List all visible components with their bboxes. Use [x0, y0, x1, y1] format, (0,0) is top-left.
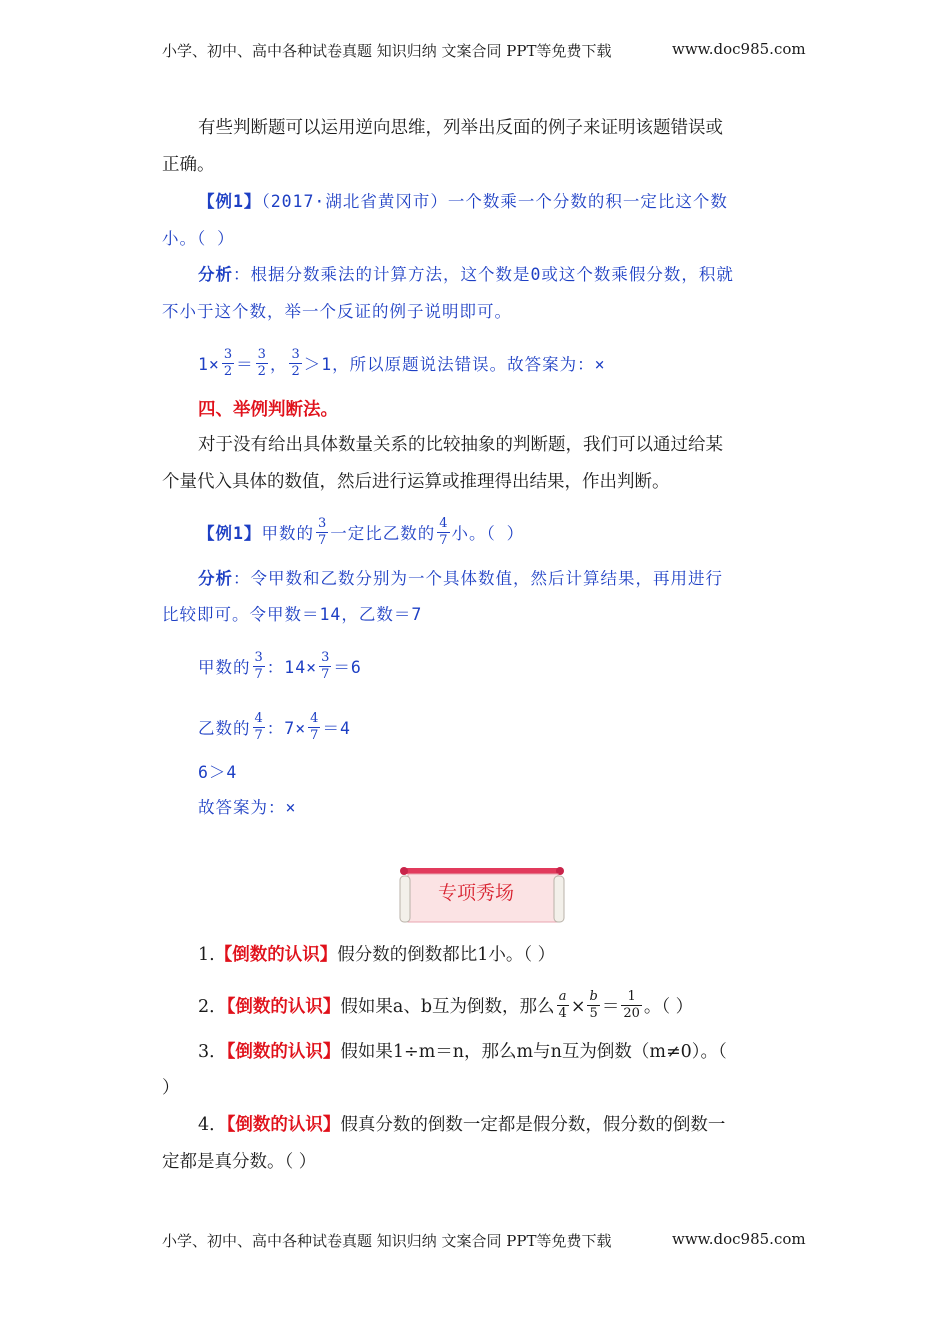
- example1-line-1: [198, 191, 728, 213]
- calc-text: 1×: [198, 355, 220, 374]
- question-4: [198, 1114, 725, 1136]
- fraction: $\frac{4}{7}$: [254, 711, 263, 743]
- analysis-text: ：令甲数和乙数分别为一个具体数值，然后计算结果，再用进行: [233, 569, 723, 588]
- fraction: $\frac{3}{7}$: [254, 650, 263, 682]
- example2-analysis-2: 比较即可。令甲数＝14，乙数＝7: [162, 605, 423, 624]
- question-4-line-2: 定都是真分数。（ ）: [162, 1152, 317, 1172]
- question-number: 4．: [198, 1115, 227, 1135]
- question-tag: 【倒数的认识】: [226, 997, 341, 1017]
- section4-line-2: 个量代入具体的数值，然后进行运算或推理得出结果，作出判断。: [162, 472, 670, 492]
- example2-answer: 故答案为：×: [198, 798, 297, 817]
- example2-analysis-1: [198, 568, 723, 590]
- question-number: 2．: [198, 997, 227, 1017]
- example2-calc-b: [198, 713, 351, 746]
- fraction: $\frac{a}{4}$: [558, 989, 567, 1021]
- example2-text: 一定比乙数的: [330, 524, 436, 543]
- analysis-label: 分析: [198, 569, 233, 588]
- fraction: $\frac{3}{2}$: [223, 347, 233, 379]
- fraction: $\frac{b}{5}$: [589, 989, 598, 1021]
- example1-analysis-2: 不小于这个数，举一个反证的例子说明即可。: [162, 302, 512, 321]
- fraction: $\frac{3}{7}$: [317, 516, 327, 548]
- question-text: 假真分数的倒数一定都是假分数，假分数的倒数一: [340, 1115, 726, 1135]
- scroll-banner-icon: [398, 866, 566, 926]
- banner-title: 专项秀场: [437, 882, 515, 904]
- question-text: 假如果a、b互为倒数，那么: [340, 997, 555, 1017]
- intro-line-2: 正确。: [162, 155, 215, 175]
- question-tag: 【倒数的认识】: [226, 1042, 341, 1062]
- example1-calc: [198, 349, 606, 382]
- analysis-label: 分析: [198, 265, 233, 284]
- question-tag: 【倒数的认识】: [214, 945, 338, 965]
- question-text: 假如果1÷m＝n，那么m与n互为倒数（m≠0）。（: [340, 1042, 727, 1062]
- question-text: ×: [570, 997, 586, 1017]
- page-header-url: www.doc985.com: [672, 40, 806, 58]
- question-text: 。（ ）: [643, 997, 694, 1017]
- section-title: 四、举例判断法。: [198, 400, 338, 420]
- calc-text: ＝: [236, 355, 254, 374]
- example2-calc-a: [198, 652, 362, 685]
- question-2: [198, 991, 693, 1024]
- fraction: $\frac{3}{7}$: [321, 650, 330, 682]
- question-1: [198, 944, 555, 966]
- calc-text: ：7×: [266, 719, 307, 738]
- calc-text: ：14×: [266, 658, 318, 677]
- question-number: 1.: [198, 945, 215, 965]
- fraction: $\frac{3}{2}$: [257, 347, 266, 379]
- intro-line-1: 有些判断题可以运用逆向思维，列举出反面的例子来证明该题错误或: [198, 118, 723, 138]
- page-footer-url: www.doc985.com: [672, 1230, 806, 1248]
- fraction: $\frac{1}{20}$: [623, 989, 640, 1021]
- question-3-line-2: ）: [162, 1078, 180, 1098]
- fraction: $\frac{4}{7}$: [310, 711, 319, 743]
- question-3: [198, 1041, 727, 1063]
- example1-line-2: 小。（ ）: [162, 229, 235, 248]
- page-header-left: 小学、初中、高中各种试卷真题 知识归纳 文案合同 PPT等免费下载: [162, 42, 612, 60]
- example2-line-1: [198, 518, 524, 551]
- calc-text: ＝6: [333, 658, 362, 677]
- example2-text: 小。（ ）: [451, 524, 525, 543]
- fraction: $\frac{3}{2}$: [291, 347, 300, 379]
- question-text: 假分数的倒数都比1小。（ ）: [337, 945, 556, 965]
- section-banner: [398, 866, 566, 926]
- example2-text: 甲数的: [261, 524, 314, 543]
- question-text: ＝: [601, 997, 620, 1017]
- example1-question: （2017·湖北省黄冈市）一个数乘一个分数的积一定比这个数: [261, 192, 728, 211]
- analysis-text: ：根据分数乘法的计算方法，这个数是0或这个数乘假分数，积就: [233, 265, 734, 284]
- calc-text: ，: [269, 355, 288, 374]
- question-number: 3．: [198, 1042, 227, 1062]
- calc-text: ＝4: [322, 719, 351, 738]
- question-tag: 【倒数的认识】: [226, 1115, 341, 1135]
- calc-text: 乙数的: [198, 719, 251, 738]
- calc-text: 甲数的: [198, 658, 251, 677]
- example2-tag: 【例1】: [198, 524, 262, 543]
- calc-text: ＞1，所以原题说法错误。故答案为：×: [303, 355, 606, 374]
- example2-compare: 6＞4: [198, 763, 238, 782]
- fraction: $\frac{4}{7}$: [439, 516, 448, 548]
- section4-line-1: 对于没有给出具体数量关系的比较抽象的判断题，我们可以通过给某: [198, 435, 723, 455]
- example1-tag: 【例1】: [198, 192, 262, 211]
- example1-analysis-1: [198, 264, 734, 286]
- page-footer-left: 小学、初中、高中各种试卷真题 知识归纳 文案合同 PPT等免费下载: [162, 1232, 612, 1250]
